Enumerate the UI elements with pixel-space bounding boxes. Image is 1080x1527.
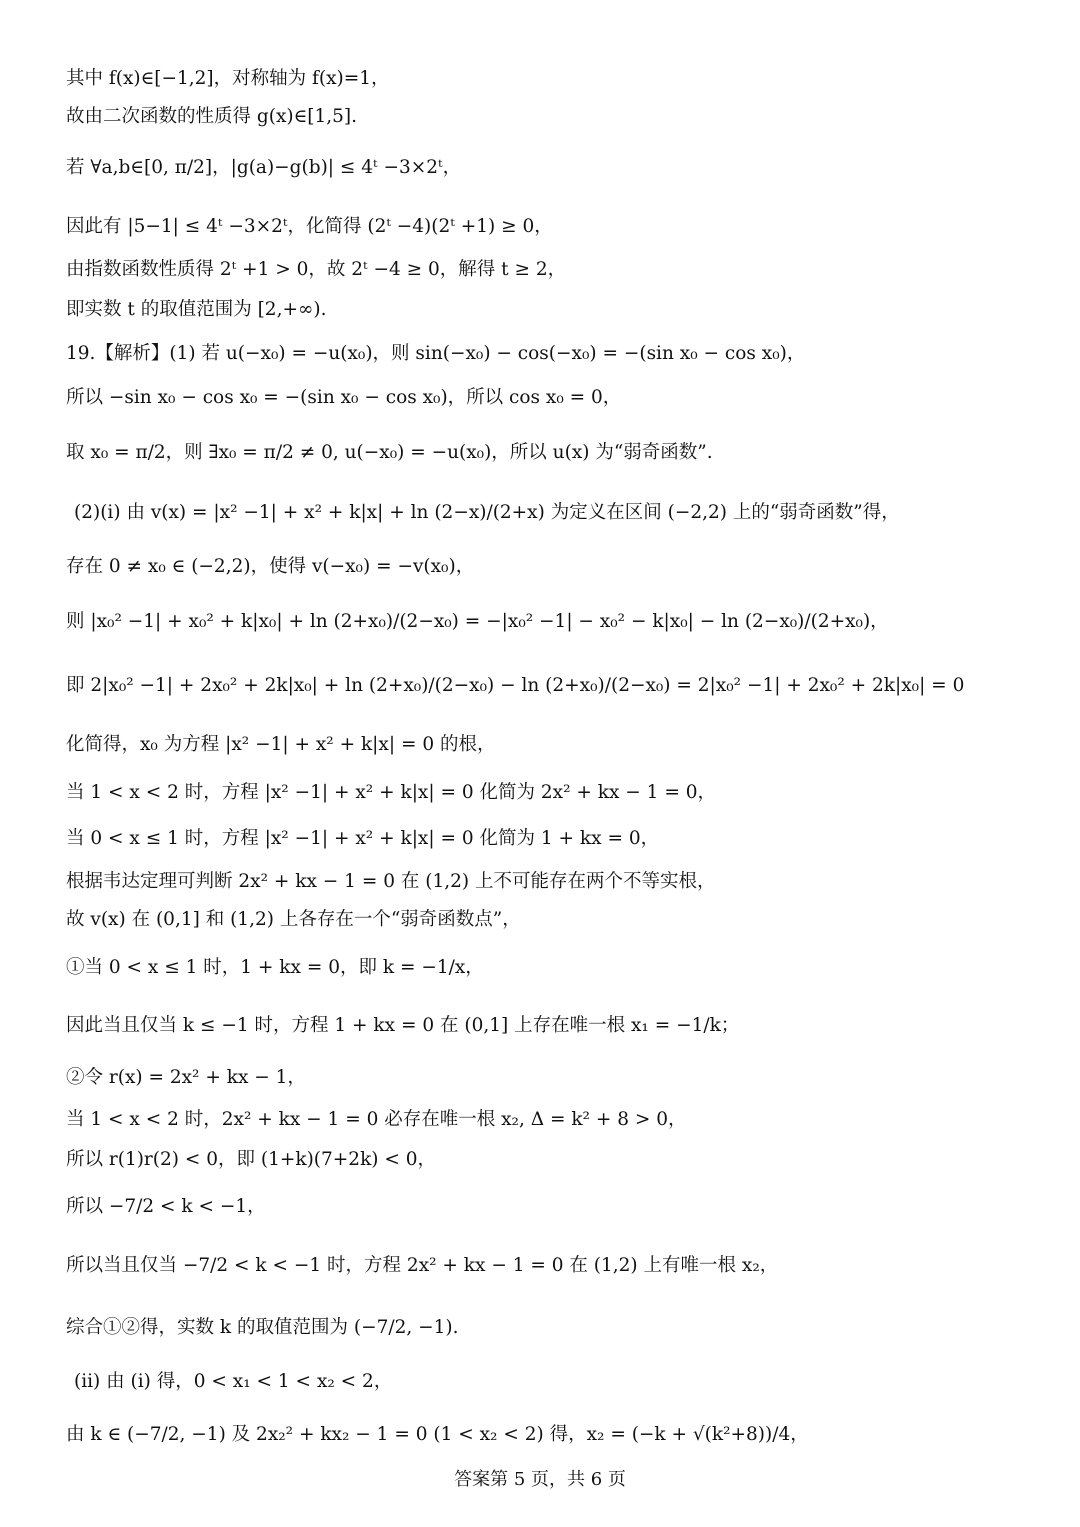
text-line: 若 ∀a,b∈[0, π/2]，|g(a)−g(b)| ≤ 4ᵗ −3×2ᵗ，: [66, 157, 462, 178]
subsection-heading: (ii) 由 (i) 得，0 < x₁ < 1 < x₂ < 2，: [74, 1371, 393, 1392]
text-line: 即实数 t 的取值范围为 [2,+∞).: [66, 299, 327, 320]
text-line: 故 v(x) 在 (0,1] 和 (1,2) 上各存在一个“弱奇函数点”，: [66, 909, 521, 930]
section-heading-19: 19.【解析】(1) 若 u(−x₀) = −u(x₀)，则 sin(−x₀) − cos(−x₀) = −(sin x₀ − cos x₀)，: [66, 343, 806, 364]
text-line: 故由二次函数的性质得 g(x)∈[1,5].: [66, 106, 358, 127]
text-line: 即 2|x₀² −1| + 2x₀² + 2k|x₀| + ln (2+x₀)/(2−x₀) − ln (2+x₀)/(2−x₀) = 2|x₀² −1| + 2x₀² + 2k|x₀| = 0: [66, 675, 965, 696]
text-line: ①当 0 < x ≤ 1 时，1 + kx = 0，即 k = −1/x，: [66, 957, 484, 978]
text-line: 所以 −sin x₀ − cos x₀ = −(sin x₀ − cos x₀)，所以 cos x₀ = 0，: [66, 387, 622, 408]
text-line: 当 1 < x < 2 时，2x² + kx − 1 = 0 必存在唯一根 x₂, Δ = k² + 8 > 0，: [66, 1109, 687, 1130]
text-line: 由 k ∈ (−7/2, −1) 及 2x₂² + kx₂ − 1 = 0 (1 < x₂ < 2) 得，x₂ = (−k + √(k²+8))/4，: [66, 1424, 809, 1445]
text-line: 由指数函数性质得 2ᵗ +1 > 0，故 2ᵗ −4 ≥ 0，解得 t ≥ 2，: [66, 259, 567, 280]
text-line: 所以 r(1)r(2) < 0，即 (1+k)(7+2k) < 0，: [66, 1149, 437, 1170]
text-line: 所以当且仅当 −7/2 < k < −1 时，方程 2x² + kx − 1 = 0 在 (1,2) 上有唯一根 x₂，: [66, 1255, 779, 1276]
text-line: 因此当且仅当 k ≤ −1 时，方程 1 + kx = 0 在 (0,1] 上存在唯一根 x₁ = −1/k；: [66, 1015, 740, 1036]
text-line: 根据韦达定理可判断 2x² + kx − 1 = 0 在 (1,2) 上不可能存在两个不等实根，: [66, 871, 716, 892]
text-line: 综合①②得，实数 k 的取值范围为 (−7/2, −1).: [66, 1317, 459, 1338]
text-line: 存在 0 ≠ x₀ ∈ (−2,2)，使得 v(−x₀) = −v(x₀)，: [66, 556, 475, 577]
text-line: 取 x₀ = π/2，则 ∃x₀ = π/2 ≠ 0, u(−x₀) = −u(x₀)，所以 u(x) 为“弱奇函数”.: [66, 442, 713, 463]
subsection-heading: (2)(i) 由 v(x) = |x² −1| + x² + k|x| + ln (2−x)/(2+x) 为定义在区间 (−2,2) 上的“弱奇函数”得，: [74, 502, 900, 523]
text-line: 因此有 |5−1| ≤ 4ᵗ −3×2ᵗ，化简得 (2ᵗ −4)(2ᵗ +1) ≥ 0，: [66, 216, 553, 237]
text-line: 当 1 < x < 2 时，方程 |x² −1| + x² + k|x| = 0 化简为 2x² + kx − 1 = 0，: [66, 782, 716, 803]
text-line: 则 |x₀² −1| + x₀² + k|x₀| + ln (2+x₀)/(2−x₀) = −|x₀² −1| − x₀² − k|x₀| − ln (2−x₀)/(2+x₀)，: [66, 611, 889, 632]
text-line: 化简得，x₀ 为方程 |x² −1| + x² + k|x| = 0 的根，: [66, 734, 496, 755]
text-line: ②令 r(x) = 2x² + kx − 1，: [66, 1067, 306, 1088]
text-line: 其中 f(x)∈[−1,2]，对称轴为 f(x)=1，: [66, 68, 390, 89]
page-footer: 答案第 5 页，共 6 页: [454, 1469, 626, 1490]
text-line: 当 0 < x ≤ 1 时，方程 |x² −1| + x² + k|x| = 0 化简为 1 + kx = 0，: [66, 828, 660, 849]
text-line: 所以 −7/2 < k < −1，: [66, 1196, 266, 1217]
